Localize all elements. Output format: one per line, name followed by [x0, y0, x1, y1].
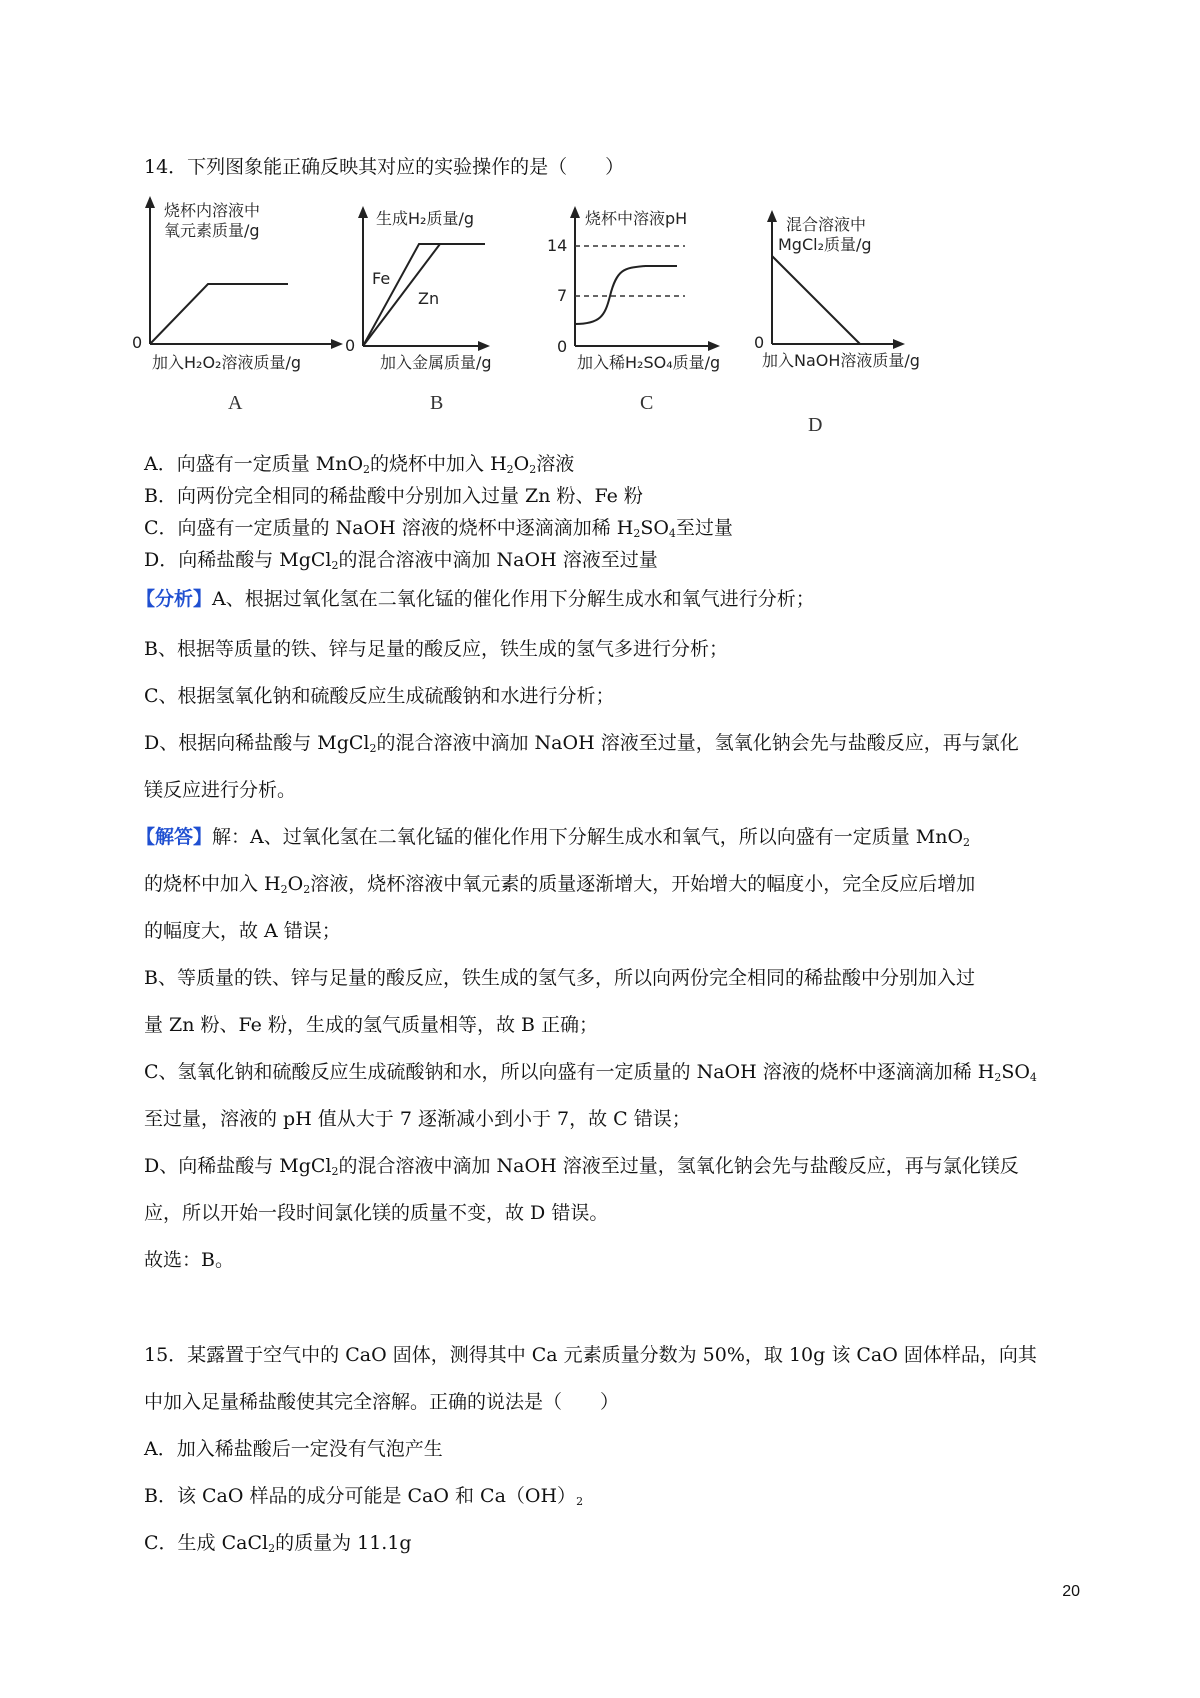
graph-b-fe-label: Fe: [372, 269, 391, 288]
analysis-c: C、根据氢氧化钠和硫酸反应生成硫酸钠和水进行分析；: [144, 685, 615, 707]
graph-d-ylabel1: 混合溶液中: [786, 215, 867, 234]
analysis-b: B、根据等质量的铁、锌与足量的酸反应，铁生成的氢气多进行分析；: [144, 638, 728, 660]
graph-a-xlabel: 加入H₂O₂溶液质量/g: [152, 353, 302, 372]
graph-b-xlabel: 加入金属质量/g: [380, 353, 492, 372]
q14-stem: 14．下列图象能正确反映其对应的实验操作的是（ ）: [144, 156, 625, 178]
q14-option-a: A．向盛有一定质量 MnO$_2$的烧杯中加入 $H_2O_2$溶液: [144, 453, 575, 476]
analysis-a: 【分析】A、根据过氧化氢在二氧化锰的催化作用下分解生成水和氧气进行分析；: [136, 588, 815, 610]
solution-a1: 【解答】解：A、过氧化氢在二氧化锰的催化作用下分解生成水和氧气，所以向盛有一定质量 MnO$_2$: [136, 826, 971, 849]
answer: 故选：B。: [144, 1249, 234, 1271]
graph-b-origin: 0: [345, 336, 356, 355]
solution-b1: B、等质量的铁、锌与足量的酸反应，铁生成的氢气多，所以向两份完全相同的稀盐酸中分别加入过: [144, 967, 975, 989]
solution-a3: 的幅度大，故 A 错误；: [144, 920, 341, 942]
q15-stem-1: 15．某露置于空气中的 CaO 固体，测得其中 Ca 元素质量分数为 50%，取 10g 该 CaO 固体样品，向其: [144, 1344, 1037, 1366]
graph-c-curve: [575, 266, 677, 324]
solution-c1: C、氢氧化钠和硫酸反应生成硫酸钠和水，所以向盛有一定质量的 NaOH 溶液的烧杯中逐滴滴加稀 $H_2SO_4$: [144, 1061, 1037, 1084]
analysis-d2: 镁反应进行分析。: [144, 779, 297, 801]
graph-b: [340, 196, 555, 371]
graph-a-origin: 0: [132, 333, 143, 352]
graph-a-caption: A: [228, 392, 243, 414]
graph-b-zn-label: Zn: [418, 289, 440, 308]
graph-d-origin: 0: [754, 333, 765, 352]
graph-a-ylabel1: 烧杯内溶液中: [164, 201, 261, 220]
q15-option-c: C．生成 CaCl$_2$的质量为 11.1g: [144, 1532, 412, 1555]
graph-c: [547, 196, 770, 372]
solution-d2: 应，所以开始一段时间氯化镁的质量不变，故 D 错误。: [144, 1202, 609, 1224]
graph-c-xlabel: 加入稀H₂SO₄质量/g: [577, 353, 721, 372]
graph-a-curve: [150, 284, 288, 344]
solution-tag: 【解答】: [136, 826, 213, 848]
solution-a2: 的烧杯中加入 $H_2O_2$溶液，烧杯溶液中氧元素的质量逐渐增大，开始增大的幅度小，完全反应后增加: [144, 873, 976, 896]
graph-b-ylabel: 生成H₂质量/g: [376, 209, 474, 228]
graph-d-caption: D: [808, 414, 823, 436]
analysis-tag: 【分析】: [136, 588, 213, 610]
analysis-d1: D、根据向稀盐酸与 MgCl$_2$的混合溶液中滴加 NaOH 溶液至过量，氢氧化钠会先与盐酸反应，再与氯化: [144, 732, 1019, 755]
q14-option-d: D．向稀盐酸与 MgCl$_2$的混合溶液中滴加 NaOH 溶液至过量: [144, 549, 658, 572]
solution-b2: 量 Zn 粉、Fe 粉，生成的氢气质量相等，故 B 正确；: [144, 1014, 598, 1036]
solution-c2: 至过量，溶液的 pH 值从大于 7 逐渐减小到小于 7，故 C 错误；: [144, 1108, 691, 1130]
solution-d1: D、向稀盐酸与 MgCl$_2$的混合溶液中滴加 NaOH 溶液至过量，氢氧化钠会先与盐酸反应，再与氯化镁反: [144, 1155, 1019, 1178]
graph-d-ylabel2: MgCl₂质量/g: [778, 235, 872, 254]
graph-c-tick14: 14: [547, 236, 568, 255]
q15-stem-2: 中加入足量稀盐酸使其完全溶解。正确的说法是（ ）: [144, 1391, 620, 1413]
graph-d-curve: [772, 256, 860, 344]
graph-a-ylabel2: 氧元素质量/g: [164, 221, 260, 240]
graph-c-origin: 0: [557, 337, 568, 356]
q14-option-c: C．向盛有一定质量的 NaOH 溶液的烧杯中逐滴滴加稀 $H_2SO_4$至过量: [144, 517, 733, 540]
graph-b-caption: B: [430, 392, 444, 414]
graph-d-xlabel: 加入NaOH溶液质量/g: [762, 351, 920, 370]
graph-c-tick7: 7: [557, 286, 568, 305]
graph-a: [132, 196, 356, 372]
q14-option-b: B．向两份完全相同的稀盐酸中分别加入过量 Zn 粉、Fe 粉: [144, 485, 643, 507]
graph-c-ylabel: 烧杯中溶液pH: [585, 209, 688, 228]
graph-d: [750, 196, 965, 371]
q15-option-b: B．该 CaO 样品的成分可能是 CaO 和 $Ca(OH)_2$: [144, 1485, 584, 1508]
page-number: 20: [1062, 1583, 1080, 1600]
q15-option-a: A．加入稀盐酸后一定没有气泡产生: [144, 1438, 443, 1460]
graph-c-caption: C: [640, 392, 654, 414]
